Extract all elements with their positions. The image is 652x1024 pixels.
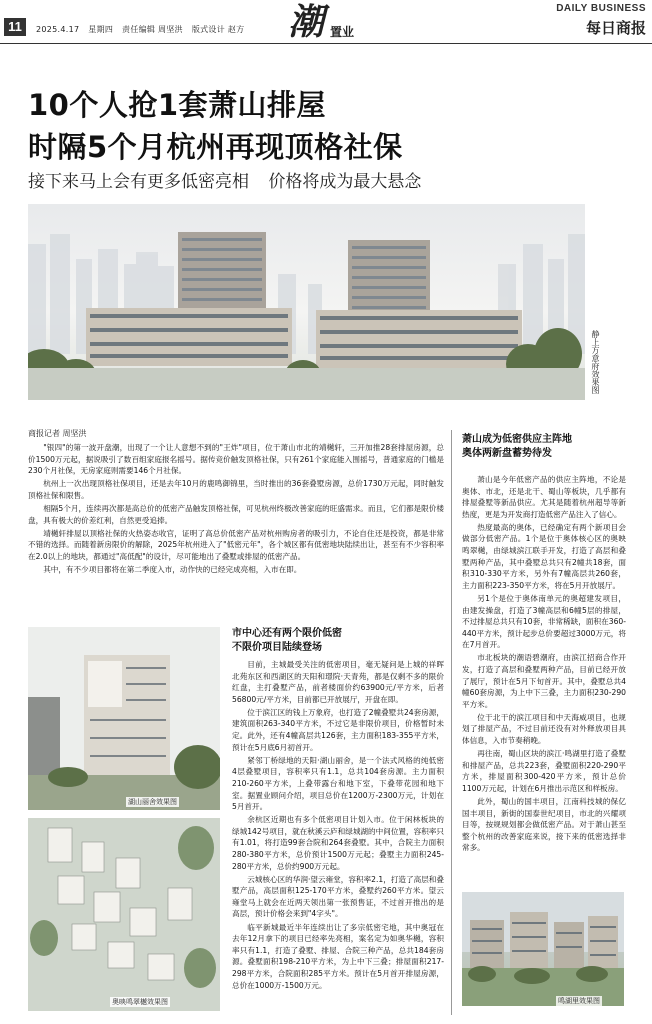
layout-designer: 版式设计 赵方 — [191, 25, 245, 34]
paper-name-cn: 每日商报 — [585, 19, 646, 37]
minghuli-buildings-illustration — [462, 892, 624, 1006]
side-paragraph: 萧山是今年低密产品的供应主阵地，不论是奥体、市北，还是北干、蜀山等板块，几乎都有排屋叠墅等新品供应。尤其是随着杭州超导等新热度，更是为开发商打造低密产品注入了信心。 — [462, 475, 626, 519]
page-header — [0, 0, 652, 44]
mid-paragraph: 临平新城最近半年连续出让了多宗低密宅地，其中奥冠在去年12月拿下的项目已经率先亮相，案名定为如奥华樾，容积率只有1.1，打造了叠墅、排屋、合院三种产品，总共184套房源。叠墅面积198-210平方米，为上中下三叠；排屋面积217-298平方米，合院面积285平方米。预计在5月首开排屋房源，总价在1000万-1500万元。 — [232, 922, 444, 990]
side-paragraph: 再往南，蜀山区块的滨江·鸣湖里打造了叠墅和排屋产品，总共223套，叠墅面积220-290平方米，排屋面积300-420平方米，预计总价1100万元起，计划在6月推出示范区和样板房。 — [462, 749, 626, 793]
subheadline-part-1: 接下来马上会有更多低密亮相 — [28, 172, 249, 192]
mid-heading-line-1: 市中心还有两个限价低密 — [232, 628, 342, 639]
aoying-mingcuiyue-image-caption: 奥映鸣翠樾效果图 — [112, 998, 168, 1006]
main-paragraph: 其中，有不少项目都将在第二季度入市，动作快的已经完成亮相，入市在即。 — [43, 564, 302, 574]
hushan-lishe-image-caption: 湖山丽舍效果图 — [128, 798, 177, 806]
side-paragraph: 另1个是位于奥体南单元的奥超建发项目，由建发操盘，打造了3幢高层和6幢5层的排屋，不过排屋总共只有10套，非常稀缺，面积在360-440平方米，预计起步总价要超过3000万元，将在7月首开。 — [462, 593, 626, 650]
side-article-heading — [462, 433, 572, 461]
side-paragraph: 市北板块的潮语碧潮府，由滨江招商合作开发，打造了高层和叠墅两种产品，目前已经开放了展厅，预计在5月下旬首开。其中，叠墅总共4幢60套房源，为上中下三叠，主力面积230-290平方米。 — [462, 653, 626, 709]
hero-buildings-illustration — [28, 204, 585, 400]
aoying-mingcuiyue-rendering-image — [28, 818, 220, 1011]
main-paragraph: 杭州上一次出现顶格社保项目，还是去年10月的鹿鸣御锦里，当时推出的36套叠墅房源，总价1730万元起，同时触发顶格社保和限售。 — [28, 479, 444, 500]
main-paragraph: "银四"的第一波开盘潮，出现了一个让人意想不到的"王炸"项目，位于萧山市北的靖樾轩，三开加推28套排屋房源，总价1500万元起，据说吸引了数百组家庭报名摇号。据传竞价触发顶格社保，只有261个家庭能入围摇号，普通家庭的门槛是230个月社保，无房家庭则需要146个月社保。 — [28, 443, 444, 476]
mid-paragraph: 目前，主城最受关注的低密项目，毫无疑问是上城的祥晖北苑东区和西湖区的天阳和璟院·天青苑，都是仅剩不多的限价红盘，主打叠墅产品，前者楼面价约63900元/平方米，后者56800元/平方米，目前都已开放展厅，开盘在即。 — [232, 660, 444, 704]
side-article-body — [462, 474, 626, 882]
side-heading-line-1: 萧山成为低密供应主阵地 — [462, 434, 572, 445]
subheadline-part-2: 价格将成为最大悬念 — [268, 172, 422, 192]
hero-image-caption: 静上方意府效果图 — [591, 330, 600, 394]
side-paragraph: 位于北干的滨江项目和中天海威项目，也规划了排屋产品，不过目前还没有对外释放项目具体信息，入市节奏稍晚。 — [462, 712, 626, 746]
minghuli-rendering-image — [462, 892, 624, 1006]
issue-weekday: 星期四 — [88, 25, 114, 34]
subheadline — [28, 170, 435, 194]
main-paragraph: 相隔5个月，连续再次都是高总价的低密产品触发顶格社保，可见杭州终极改善家庭的旺盛需求。而且，它们都是限价楼盘，具有极大的价差红利，自然更受追捧。 — [28, 503, 444, 525]
headline-line-2: 时隔5个月杭州再现顶格社保 — [28, 130, 403, 164]
side-paragraph: 此外，蜀山的国丰项目，江南科技城的保亿国丰项目，新街的国泰世纪项目，市北的兴耀项目等，按规规划都会做低密产品。对于萧山甚至整个杭州的改善家庭来说，接下来的低密选择非常多。 — [462, 797, 626, 853]
side-paragraph: 热度最高的奥体，已经确定有两个新项目会做部分低密产品。1个是位于奥体核心区的奥映鸣翠樾，由绿城滨江联手开发，打造了高层和叠墅两种产品，其中叠墅总共只有2幢共18套，面积310-330平方米，另外有7幢高层共260套，主力面积223-350平方米，将在5月开放展厅。 — [462, 522, 626, 590]
minghuli-image-caption: 鸣湖里效果图 — [558, 997, 600, 1005]
section-name: 置业 — [330, 25, 355, 39]
mid-paragraph: 紧邻丁桥绿地的天阳·湖山丽舍，是一个法式风格的纯低密4层叠墅项目，容积率只有1.1，总共104套房源。主力面积210-260平方米，上叠带露台和地下室，下叠带花园和地下室。据置业顾问介绍，项目总价在1200万-2300万元，计划在5月首开。 — [232, 755, 444, 812]
mid-paragraph: 余杭区近期也有多个低密项目计划入市。位于闲林板块的绿城142号项目，就在秋溪云庐和绿城湖的中间位置，容积率只有1.01，将打造99套合院和264套叠墅。其中，合院主力面积280-380平方米，总价预计1500万元起；叠墅主力面积245-280平方米，总价约900万元起。 — [232, 815, 444, 871]
hushan-lishe-rendering-image — [28, 627, 220, 810]
mid-paragraph: 云城核心区的华润·望云雍堂，容积率2.1，打造了高层和叠墅产品，高层面积125-170平方米，叠墅约260平方米。望云雍堂马上就会在近两天领出第一张预售证，不过首开推出的是高层，预计价格会来到"4字头"。 — [232, 874, 444, 919]
hushan-lishe-illustration — [28, 627, 220, 810]
main-paragraph: 靖樾轩排屋以顶格社保的火热姿态收官，证明了高总价低密产品对杭州购房者的吸引力，不论自住还是投资，都是非常不错的选择。而随着新房限价的解除，2025年杭州进入了"低密元年"，各个城区都有低密地块陆续出让，甚至有不少容积率在2.0以上的地块，都通过"高低配"的设计，尽可能地出了叠墅或排屋的低密产品。 — [28, 528, 444, 561]
column-divider — [451, 430, 452, 1015]
section-logo: 潮 — [288, 1, 325, 43]
side-heading-line-2: 奥体两新盘蓄势待发 — [462, 448, 552, 459]
page-number: 11 — [4, 18, 26, 36]
issue-meta — [36, 24, 250, 35]
aoying-mingcuiyue-illustration — [28, 818, 220, 1011]
mid-article-body — [232, 659, 444, 1019]
mid-article-heading — [232, 627, 342, 655]
reporter-byline: 商报记者 周坚洪 — [28, 429, 87, 438]
main-article-body — [28, 442, 444, 614]
mid-paragraph: 位于滨江区的钱上万象府，也打造了2幢叠墅共24套房源，建筑面积263-340平方米，不过它是非限价项目，价格暂时未定。此外，还有4幢高层共126套，主力面积183-355平方米，预计在5月底6月初首开。 — [232, 707, 444, 752]
mid-heading-line-2: 不限价项目陆续登场 — [232, 642, 322, 653]
responsible-editor: 责任编辑 周坚洪 — [122, 25, 183, 34]
hero-rendering-image — [28, 204, 585, 400]
paper-name-en: DAILY BUSINESS — [556, 3, 646, 14]
headline-line-1: 10个人抢1套萧山排屋 — [28, 88, 327, 122]
issue-date: 2025.4.17 — [36, 25, 80, 34]
